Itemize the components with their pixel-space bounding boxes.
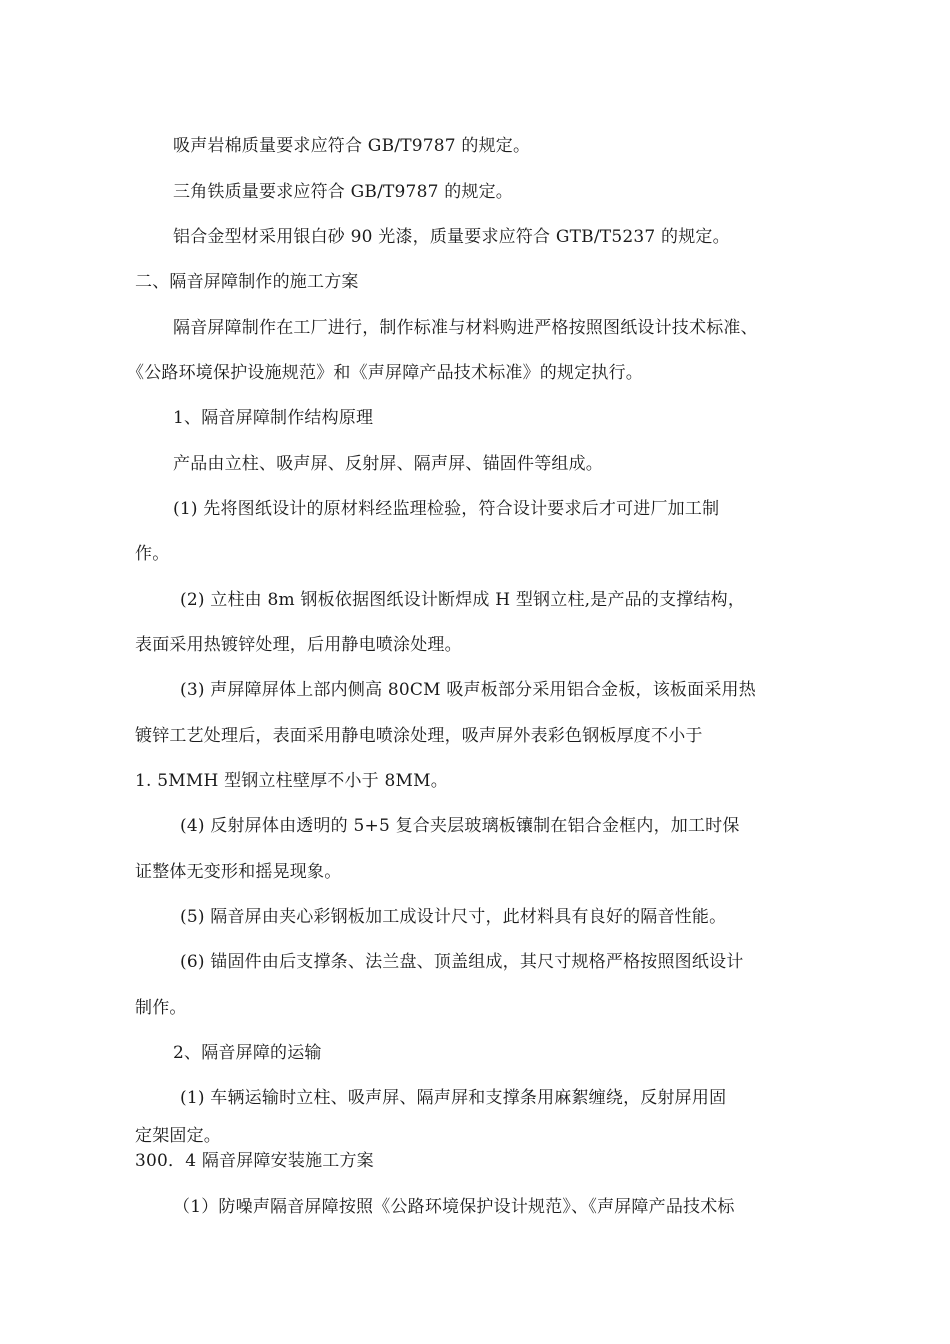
item-4-line-1: (4) 反射屏体由透明的 5+5 复合夹层玻璃板镶制在铝合金框内，加工时保 [180,816,740,836]
para-manufacture-1: 隔音屏障制作在工厂进行，制作标准与材料购进严格按照图纸设计技术标准、 [173,318,758,338]
item-5: (5) 隔音屏由夹心彩钢板加工成设计尺寸，此材料具有良好的隔音性能。 [180,907,727,927]
item-4-line-2: 证整体无变形和摇晃现象。 [135,862,342,882]
item-2-line-2: 表面采用热镀锌处理，后用静电喷涂处理。 [135,635,462,655]
para-components: 产品由立柱、吸声屏、反射屏、隔声屏、锚固件等组成。 [173,454,603,474]
subheading-2: 2、隔音屏障的运输 [173,1043,322,1063]
item-1-line-2: 作。 [135,544,170,564]
section-heading-300-4: 300．4 隔音屏障安装施工方案 [135,1151,374,1171]
section-heading-2: 二、隔音屏障制作的施工方案 [135,272,359,292]
item-1-line-1: (1) 先将图纸设计的原材料经监理检验，符合设计要求后才可进厂加工制 [173,499,720,519]
item-3-line-1: (3) 声屏障屏体上部内侧高 80CM 吸声板部分采用铝合金板，该板面采用热 [180,680,756,700]
install-line-1: （1）防噪声隔音屏障按照《公路环境保护设计规范》、《声屏障产品技术标 [173,1197,735,1217]
para-aluminum: 铝合金型材采用银白砂 90 光漆，质量要求应符合 GTB/T5237 的规定。 [173,227,730,247]
item-6-line-1: (6) 锚固件由后支撑条、法兰盘、顶盖组成，其尺寸规格严格按照图纸设计 [180,952,744,972]
para-manufacture-2: 《公路环境保护设施规范》和《声屏障产品技术标准》的规定执行。 [127,363,643,383]
item-3-line-2: 镀锌工艺处理后，表面采用静电喷涂处理，吸声屏外表彩色钢板厚度不小于 [135,726,703,746]
para-rockwool: 吸声岩棉质量要求应符合 GB/T9787 的规定。 [173,136,531,156]
item-6-line-2: 制作。 [135,998,187,1018]
transport-line-2: 定架固定。 [135,1126,221,1146]
transport-line-1: (1) 车辆运输时立柱、吸声屏、隔声屏和支撑条用麻絮缠绕，反射屏用固 [180,1088,727,1108]
subheading-1: 1、隔音屏障制作结构原理 [173,408,374,428]
para-angle-iron: 三角铁质量要求应符合 GB/T9787 的规定。 [173,182,514,202]
item-3-line-3: 1. 5MMH 型钢立柱壁厚不小于 8MM。 [135,771,448,791]
item-2-line-1: (2) 立柱由 8m 钢板依据图纸设计断焊成 H 型钢立柱,是产品的支撑结构， [180,590,746,610]
